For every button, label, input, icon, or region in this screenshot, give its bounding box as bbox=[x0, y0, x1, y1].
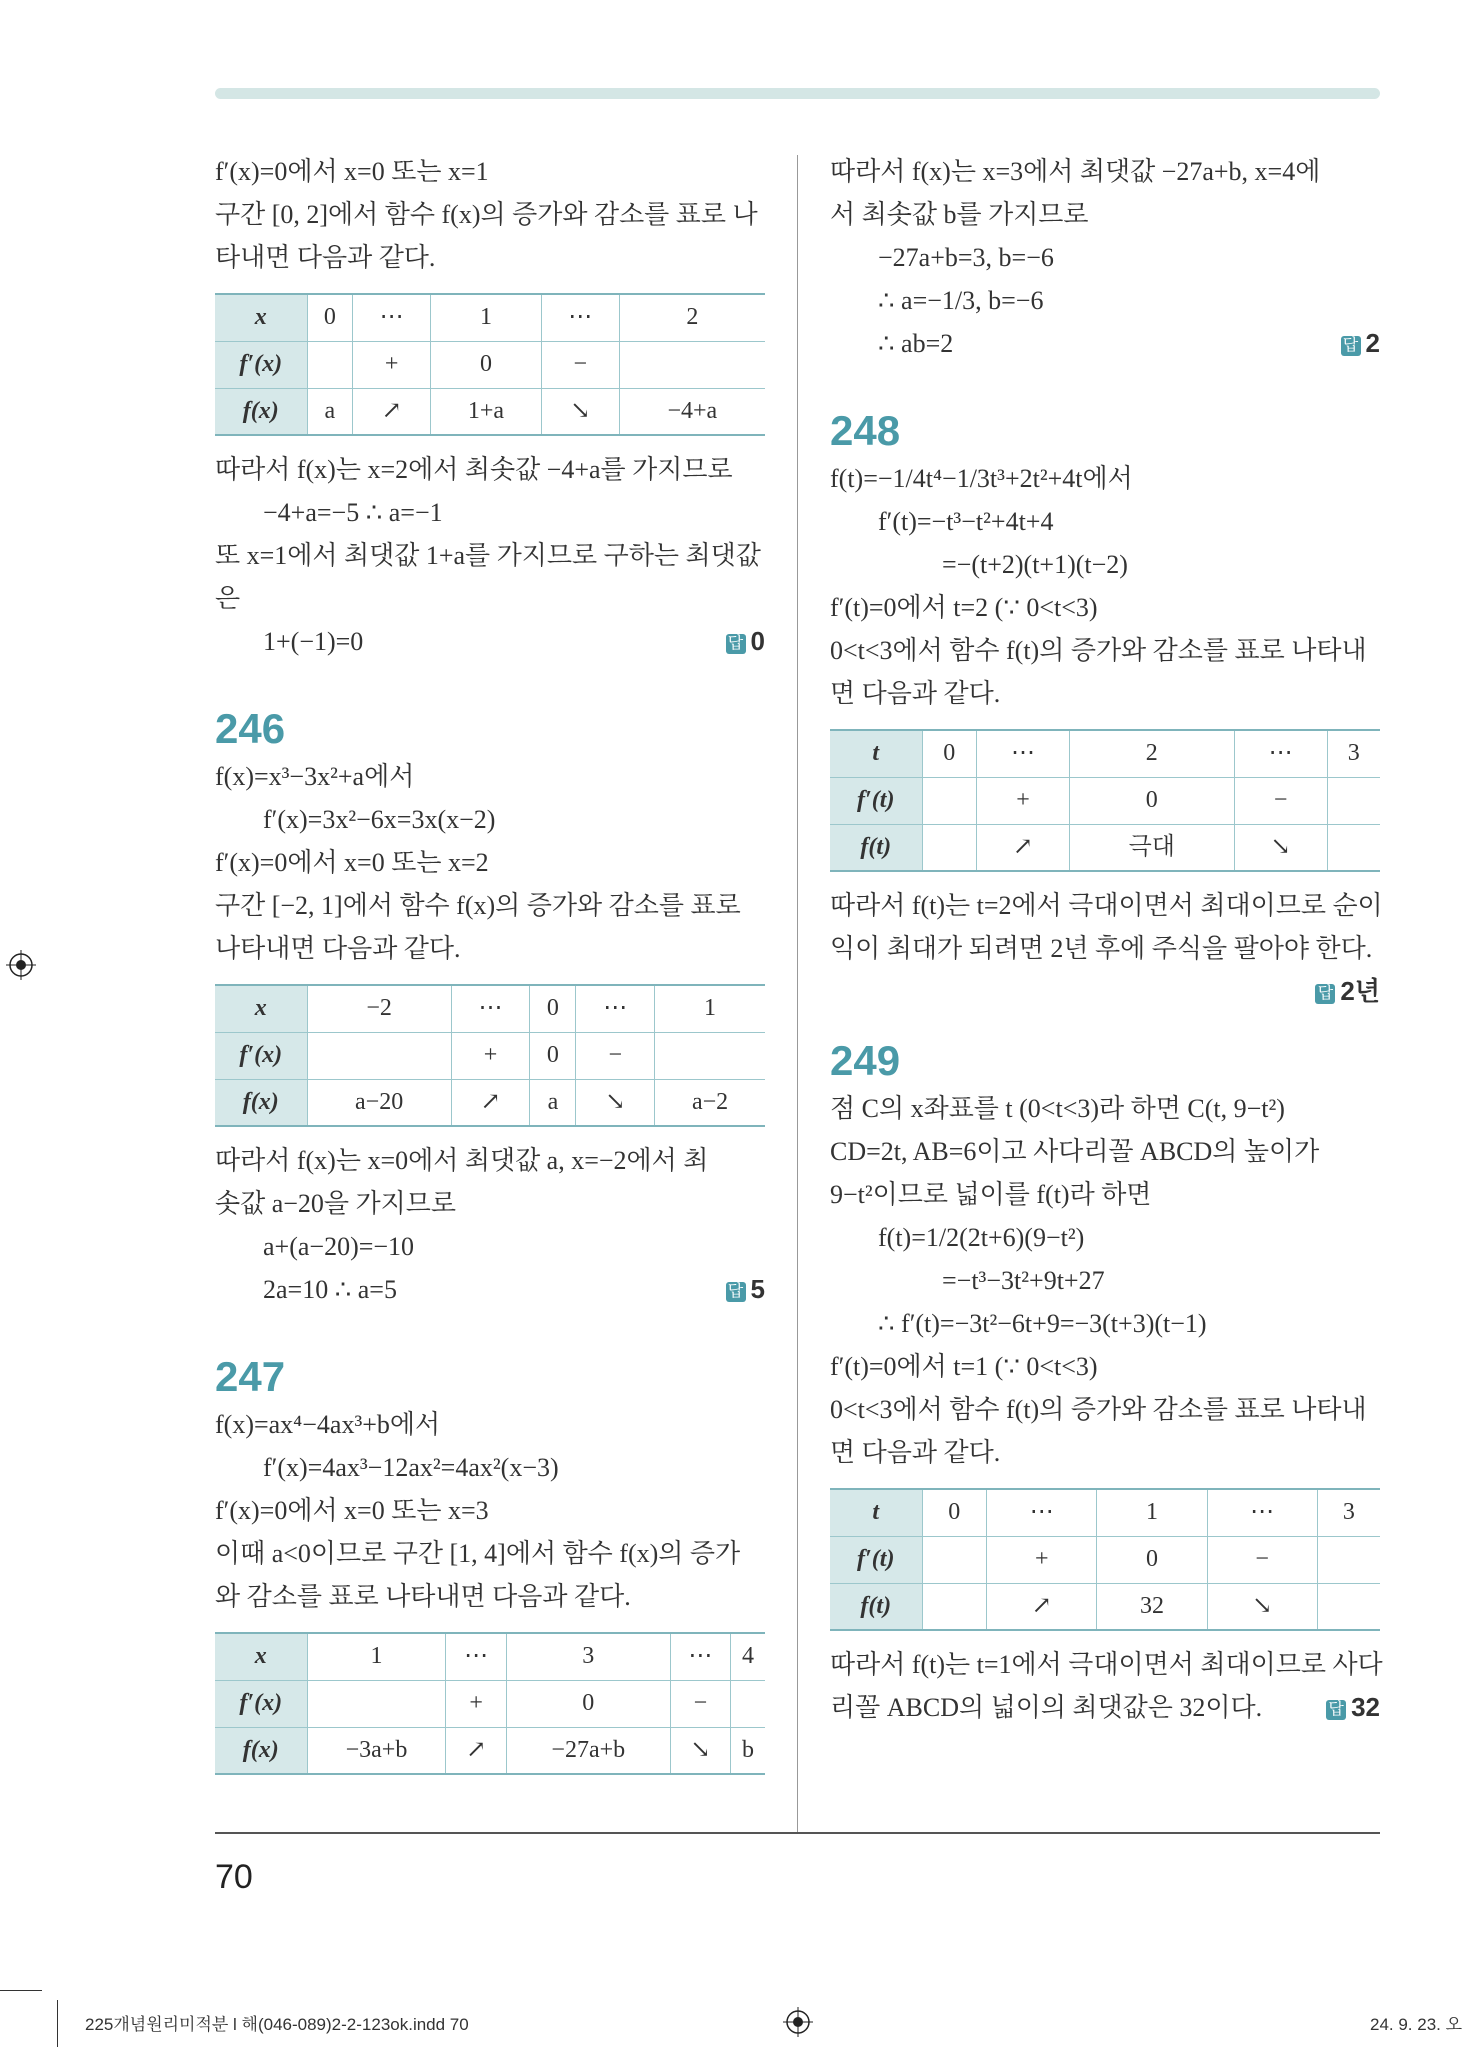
answer-value: 2년 bbox=[1340, 976, 1380, 1006]
table-cell: 0 bbox=[307, 294, 353, 341]
table-cell: t bbox=[830, 730, 922, 777]
table-cell bbox=[922, 777, 976, 824]
table-cell: ↗ bbox=[451, 1079, 530, 1126]
table-cell: 4 bbox=[731, 1633, 765, 1680]
table-cell bbox=[922, 1583, 987, 1630]
problem-number: 249 bbox=[830, 1037, 901, 1084]
table-cell: 1 bbox=[307, 1633, 446, 1680]
table-cell: f′(t) bbox=[830, 1536, 922, 1583]
table-cell: 0 bbox=[922, 1489, 987, 1536]
text-line: f(x)=ax⁴−4ax³+b에서 bbox=[215, 1410, 441, 1439]
table-cell bbox=[731, 1680, 765, 1727]
table-cell: 3 bbox=[1327, 730, 1380, 777]
table-cell: + bbox=[976, 777, 1069, 824]
table-cell: a bbox=[307, 388, 353, 435]
table-cell: − bbox=[670, 1680, 730, 1727]
text-line: −4+a=−5 ∴ a=−1 bbox=[263, 498, 443, 527]
table-cell: −27a+b bbox=[506, 1727, 670, 1774]
table-cell bbox=[619, 341, 765, 388]
text-line: =−t³−3t²+9t+27 bbox=[942, 1266, 1105, 1295]
table-cell: 2 bbox=[1069, 730, 1234, 777]
answer-value: 5 bbox=[750, 1274, 765, 1304]
table-cell: 0 bbox=[530, 1032, 576, 1079]
table-cell: ↗ bbox=[976, 824, 1069, 871]
crop-mark bbox=[57, 2000, 58, 2047]
text-line: 은 bbox=[215, 584, 241, 613]
table-cell: f(x) bbox=[215, 1079, 307, 1126]
text-line: f(t)=−1/4t⁴−1/3t³+2t²+4t에서 bbox=[830, 464, 1133, 493]
table-cell: t bbox=[830, 1489, 922, 1536]
text-line: 나타내면 다음과 같다. bbox=[215, 934, 461, 963]
table-cell bbox=[1327, 777, 1380, 824]
table-cell: ↘ bbox=[1207, 1583, 1317, 1630]
table-cell: f(x) bbox=[215, 1727, 307, 1774]
table-cell: ⋯ bbox=[987, 1489, 1097, 1536]
answer-label-icon: 답 bbox=[1315, 984, 1335, 1004]
footer-rule bbox=[215, 1832, 1380, 1834]
table-cell: x bbox=[215, 294, 307, 341]
text-line: 2a=10 ∴ a=5 bbox=[263, 1275, 397, 1304]
text-line: f′(t)=−t³−t²+4t+4 bbox=[878, 507, 1054, 536]
table-cell: ↗ bbox=[353, 388, 431, 435]
text-line: 구간 [−2, 1]에서 함수 f(x)의 증가와 감소를 표로 bbox=[215, 891, 741, 920]
table-cell: 1 bbox=[655, 985, 765, 1032]
right-column bbox=[830, 150, 1383, 1729]
text-line: 익이 최대가 되려면 2년 후에 주식을 팔아야 한다. bbox=[830, 934, 1373, 963]
table-cell: 2 bbox=[619, 294, 765, 341]
answer-label-icon: 답 bbox=[726, 1282, 746, 1302]
crop-mark bbox=[0, 1990, 42, 1991]
table-cell: ⋯ bbox=[353, 294, 431, 341]
table-cell: + bbox=[987, 1536, 1097, 1583]
table-cell: −4+a bbox=[619, 388, 765, 435]
answer-line bbox=[830, 322, 1380, 365]
answer-badge bbox=[726, 1268, 765, 1311]
text-line: 리꼴 ABCD의 넓이의 최댓값은 32이다. bbox=[830, 1693, 1263, 1722]
text-line: 점 C의 x좌표를 t (0<t<3)라 하면 C(t, 9−t²) bbox=[830, 1094, 1285, 1123]
text-line: f′(t)=0에서 t=1 (∵ 0<t<3) bbox=[830, 1352, 1098, 1381]
answer-line bbox=[215, 620, 765, 663]
table-cell: ⋯ bbox=[451, 985, 530, 1032]
text-line: =−(t+2)(t+1)(t−2) bbox=[942, 550, 1128, 579]
table-cell: 0 bbox=[1097, 1536, 1207, 1583]
table-cell: 극대 bbox=[1069, 824, 1234, 871]
table-cell: ↘ bbox=[670, 1727, 730, 1774]
table-cell: f′(x) bbox=[215, 341, 307, 388]
table-cell: − bbox=[576, 1032, 655, 1079]
text-line: 9−t²이므로 넓이를 f(t)라 하면 bbox=[830, 1180, 1152, 1209]
registration-mark-icon bbox=[6, 950, 36, 980]
table-cell: 3 bbox=[1317, 1489, 1380, 1536]
text-line: 서 최솟값 b를 가지므로 bbox=[830, 200, 1089, 229]
table-cell: f′(t) bbox=[830, 777, 922, 824]
table-cell: 0 bbox=[1069, 777, 1234, 824]
table-cell: ↘ bbox=[576, 1079, 655, 1126]
sign-table bbox=[830, 1488, 1380, 1631]
answer-label-icon: 답 bbox=[726, 634, 746, 654]
table-cell bbox=[922, 1536, 987, 1583]
table-cell bbox=[1327, 824, 1380, 871]
table-cell bbox=[307, 1032, 451, 1079]
table-cell: ↗ bbox=[987, 1583, 1097, 1630]
table-cell: 3 bbox=[506, 1633, 670, 1680]
answer-label-icon: 답 bbox=[1326, 1700, 1346, 1720]
table-cell: − bbox=[1234, 777, 1327, 824]
text-line: f′(x)=4ax³−12ax²=4ax²(x−3) bbox=[263, 1453, 559, 1482]
text-line: 이때 a<0이므로 구간 [1, 4]에서 함수 f(x)의 증가 bbox=[215, 1539, 741, 1568]
problem-number: 246 bbox=[215, 705, 286, 752]
footer-date: 24. 9. 23. 오 bbox=[1370, 2015, 1463, 2034]
answer-value: 2 bbox=[1365, 328, 1380, 358]
table-cell: a bbox=[530, 1079, 576, 1126]
text-line: 따라서 f(x)는 x=0에서 최댓값 a, x=−2에서 최 bbox=[215, 1146, 709, 1175]
answer-value: 32 bbox=[1351, 1692, 1380, 1722]
text-line: 면 다음과 같다. bbox=[830, 679, 1001, 708]
table-cell: f′(x) bbox=[215, 1680, 307, 1727]
text-line: f′(x)=0에서 x=0 또는 x=3 bbox=[215, 1496, 489, 1525]
table-cell: ⋯ bbox=[1207, 1489, 1317, 1536]
table-cell: 0 bbox=[922, 730, 976, 777]
table-cell: −3a+b bbox=[307, 1727, 446, 1774]
problem-number: 248 bbox=[830, 407, 901, 454]
text-line: ∴ f′(t)=−3t²−6t+9=−3(t+3)(t−1) bbox=[878, 1309, 1207, 1338]
text-line: 0<t<3에서 함수 f(t)의 증가와 감소를 표로 나타내 bbox=[830, 1395, 1367, 1424]
registration-mark-icon bbox=[783, 2007, 813, 2037]
text-line: 솟값 a−20을 가지므로 bbox=[215, 1189, 457, 1218]
table-cell: x bbox=[215, 985, 307, 1032]
text-line: 와 감소를 표로 나타내면 다음과 같다. bbox=[215, 1582, 631, 1611]
table-cell bbox=[922, 824, 976, 871]
text-line: a+(a−20)=−10 bbox=[263, 1232, 415, 1261]
table-cell: x bbox=[215, 1633, 307, 1680]
table-cell: a−2 bbox=[655, 1079, 765, 1126]
table-cell: −2 bbox=[307, 985, 451, 1032]
answer-badge bbox=[1315, 976, 1380, 1006]
answer-line bbox=[830, 970, 1380, 1013]
problem-number: 247 bbox=[215, 1353, 286, 1400]
table-cell: 1+a bbox=[431, 388, 542, 435]
text-line: 따라서 f(t)는 t=1에서 극대이면서 최대이므로 사다 bbox=[830, 1650, 1383, 1679]
table-cell: 32 bbox=[1097, 1583, 1207, 1630]
text-line: 따라서 f(x)는 x=2에서 최솟값 −4+a를 가지므로 bbox=[215, 455, 733, 484]
table-cell: f(t) bbox=[830, 824, 922, 871]
table-cell bbox=[307, 341, 353, 388]
table-cell: − bbox=[541, 341, 619, 388]
text-line: f(t)=1/2(2t+6)(9−t²) bbox=[878, 1223, 1085, 1252]
answer-value: 0 bbox=[750, 626, 765, 656]
text-line: 면 다음과 같다. bbox=[830, 1438, 1001, 1467]
text-line: f′(x)=3x²−6x=3x(x−2) bbox=[263, 805, 496, 834]
table-cell bbox=[1317, 1536, 1380, 1583]
table-cell bbox=[655, 1032, 765, 1079]
table-cell: ⋯ bbox=[576, 985, 655, 1032]
text-line: ∴ ab=2 bbox=[878, 329, 954, 358]
table-cell bbox=[307, 1680, 446, 1727]
table-cell bbox=[1317, 1583, 1380, 1630]
header-bar bbox=[215, 88, 1380, 99]
table-cell: a−20 bbox=[307, 1079, 451, 1126]
sign-table bbox=[215, 1632, 765, 1775]
table-cell: ⋯ bbox=[670, 1633, 730, 1680]
answer-badge bbox=[726, 620, 765, 663]
table-cell: − bbox=[1207, 1536, 1317, 1583]
table-cell: 1 bbox=[431, 294, 542, 341]
table-cell: 1 bbox=[1097, 1489, 1207, 1536]
text-line: 구간 [0, 2]에서 함수 f(x)의 증가와 감소를 표로 나 bbox=[215, 200, 758, 229]
table-cell: ↘ bbox=[1234, 824, 1327, 871]
text-line: f′(t)=0에서 t=2 (∵ 0<t<3) bbox=[830, 593, 1098, 622]
text-line: 또 x=1에서 최댓값 1+a를 가지므로 구하는 최댓값 bbox=[215, 541, 761, 570]
table-cell: 0 bbox=[506, 1680, 670, 1727]
text-line: CD=2t, AB=6이고 사다리꼴 ABCD의 높이가 bbox=[830, 1137, 1320, 1166]
table-cell: + bbox=[353, 341, 431, 388]
answer-line bbox=[830, 1686, 1380, 1729]
table-cell: f(x) bbox=[215, 388, 307, 435]
table-cell: f′(x) bbox=[215, 1032, 307, 1079]
table-cell: f(t) bbox=[830, 1583, 922, 1630]
answer-badge bbox=[1341, 322, 1380, 365]
table-cell: 0 bbox=[431, 341, 542, 388]
table-cell: ↘ bbox=[541, 388, 619, 435]
text-line: 따라서 f(x)는 x=3에서 최댓값 −27a+b, x=4에 bbox=[830, 157, 1321, 186]
table-cell: b bbox=[731, 1727, 765, 1774]
sign-table bbox=[215, 984, 765, 1127]
table-cell: 0 bbox=[530, 985, 576, 1032]
text-line: 타내면 다음과 같다. bbox=[215, 243, 436, 272]
text-line: −27a+b=3, b=−6 bbox=[878, 243, 1054, 272]
footer-filename: 225개념원리미적분 l 해(046-089)2-2-123ok.indd 70 bbox=[85, 2015, 469, 2034]
table-cell: ↗ bbox=[446, 1727, 506, 1774]
sign-table bbox=[215, 293, 765, 436]
table-cell: + bbox=[451, 1032, 530, 1079]
text-line: f′(x)=0에서 x=0 또는 x=1 bbox=[215, 157, 489, 186]
column-divider bbox=[797, 155, 798, 1833]
text-line: ∴ a=−1/3, b=−6 bbox=[878, 286, 1044, 315]
text-line: 0<t<3에서 함수 f(t)의 증가와 감소를 표로 나타내 bbox=[830, 636, 1367, 665]
text-line: f′(x)=0에서 x=0 또는 x=2 bbox=[215, 848, 489, 877]
table-cell: + bbox=[446, 1680, 506, 1727]
answer-label-icon: 답 bbox=[1341, 336, 1361, 356]
answer-line bbox=[215, 1268, 765, 1311]
table-cell: ⋯ bbox=[446, 1633, 506, 1680]
text-line: f(x)=x³−3x²+a에서 bbox=[215, 762, 415, 791]
table-cell: ⋯ bbox=[1234, 730, 1327, 777]
sign-table bbox=[830, 729, 1380, 872]
text-line: 1+(−1)=0 bbox=[263, 627, 364, 656]
left-column bbox=[215, 150, 765, 1787]
table-cell: ⋯ bbox=[976, 730, 1069, 777]
table-cell: ⋯ bbox=[541, 294, 619, 341]
text-line: 따라서 f(t)는 t=2에서 극대이면서 최대이므로 순이 bbox=[830, 891, 1383, 920]
page-number: 70 bbox=[215, 1858, 253, 1896]
answer-badge bbox=[1326, 1686, 1380, 1729]
